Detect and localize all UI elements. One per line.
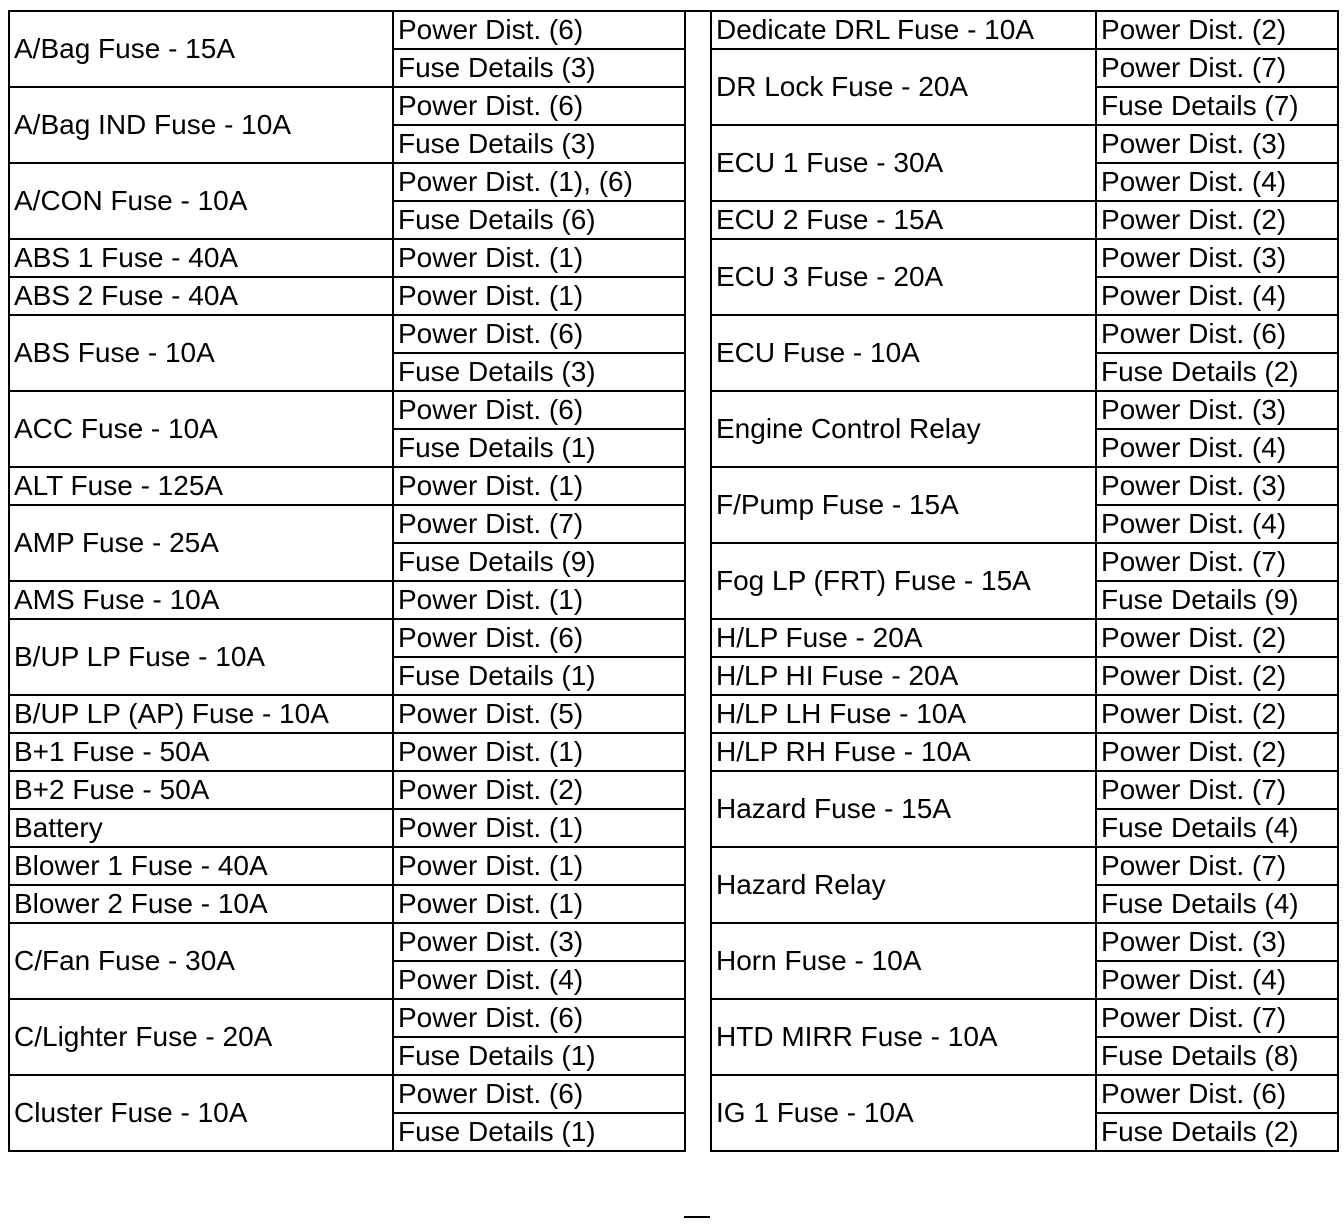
location-reference-cell: Power Dist. (1): [393, 847, 685, 885]
location-reference-cell: Power Dist. (6): [393, 87, 685, 125]
component-name-cell: AMS Fuse - 10A: [9, 581, 393, 619]
table-row: [711, 11, 1338, 49]
component-name-cell: ABS Fuse - 10A: [9, 315, 393, 391]
component-name-cell: ECU 1 Fuse - 30A: [711, 125, 1096, 201]
table-row: [9, 163, 685, 201]
location-reference-cell: Power Dist. (7): [1096, 543, 1338, 581]
location-reference-cell: Fuse Details (6): [393, 201, 685, 239]
location-reference-cell: Power Dist. (3): [1096, 239, 1338, 277]
location-reference-cell: Power Dist. (7): [1096, 847, 1338, 885]
component-name-cell: ABS 2 Fuse - 40A: [9, 277, 393, 315]
table-row: [9, 923, 685, 961]
component-name-cell: A/Bag Fuse - 15A: [9, 11, 393, 87]
component-name-cell: A/Bag IND Fuse - 10A: [9, 87, 393, 163]
location-reference-cell: Power Dist. (1), (6): [393, 163, 685, 201]
location-reference-cell: Power Dist. (1): [393, 239, 685, 277]
component-name-cell: Blower 1 Fuse - 40A: [9, 847, 393, 885]
table-row: [711, 543, 1338, 581]
location-reference-cell: Power Dist. (6): [393, 999, 685, 1037]
component-name-cell: B+2 Fuse - 50A: [9, 771, 393, 809]
component-name-cell: HTD MIRR Fuse - 10A: [711, 999, 1096, 1075]
table-row: [9, 885, 685, 923]
table-row: [711, 315, 1338, 353]
location-reference-cell: Power Dist. (6): [393, 619, 685, 657]
location-reference-cell: Power Dist. (2): [1096, 733, 1338, 771]
table-row: [711, 999, 1338, 1037]
location-reference-cell: Fuse Details (3): [393, 49, 685, 87]
location-reference-cell: Power Dist. (2): [1096, 619, 1338, 657]
table-row: [711, 619, 1338, 657]
table-row: [9, 999, 685, 1037]
location-reference-cell: Power Dist. (5): [393, 695, 685, 733]
location-reference-cell: Power Dist. (3): [393, 923, 685, 961]
component-name-cell: B+1 Fuse - 50A: [9, 733, 393, 771]
component-name-cell: Engine Control Relay: [711, 391, 1096, 467]
component-name-cell: C/Lighter Fuse - 20A: [9, 999, 393, 1075]
table-row: [711, 657, 1338, 695]
location-reference-cell: Fuse Details (7): [1096, 87, 1338, 125]
table-row: [9, 11, 685, 49]
location-reference-cell: Fuse Details (2): [1096, 353, 1338, 391]
location-reference-cell: Power Dist. (4): [1096, 277, 1338, 315]
location-reference-cell: Power Dist. (4): [1096, 163, 1338, 201]
component-name-cell: Hazard Fuse - 15A: [711, 771, 1096, 847]
table-row: [711, 923, 1338, 961]
location-reference-cell: Fuse Details (8): [1096, 1037, 1338, 1075]
right-index-table: [710, 10, 1339, 1152]
component-name-cell: Battery: [9, 809, 393, 847]
location-reference-cell: Fuse Details (2): [1096, 1113, 1338, 1151]
table-row: [9, 277, 685, 315]
location-reference-cell: Fuse Details (3): [393, 353, 685, 391]
location-reference-cell: Fuse Details (9): [1096, 581, 1338, 619]
location-reference-cell: Power Dist. (4): [1096, 505, 1338, 543]
location-reference-cell: Fuse Details (1): [393, 657, 685, 695]
component-name-cell: H/LP RH Fuse - 10A: [711, 733, 1096, 771]
location-reference-cell: Power Dist. (7): [1096, 49, 1338, 87]
table-row: [9, 771, 685, 809]
table-row: [711, 49, 1338, 87]
location-reference-cell: Power Dist. (3): [1096, 391, 1338, 429]
location-reference-cell: Fuse Details (1): [393, 429, 685, 467]
location-reference-cell: Power Dist. (6): [393, 11, 685, 49]
table-row: [9, 239, 685, 277]
location-reference-cell: Power Dist. (1): [393, 885, 685, 923]
table-row: [711, 201, 1338, 239]
location-reference-cell: Power Dist. (6): [393, 315, 685, 353]
location-reference-cell: Power Dist. (1): [393, 467, 685, 505]
component-name-cell: H/LP Fuse - 20A: [711, 619, 1096, 657]
location-reference-cell: Power Dist. (6): [393, 1075, 685, 1113]
component-name-cell: Hazard Relay: [711, 847, 1096, 923]
table-row: [711, 695, 1338, 733]
component-name-cell: B/UP LP Fuse - 10A: [9, 619, 393, 695]
location-reference-cell: Power Dist. (2): [1096, 657, 1338, 695]
location-reference-cell: Fuse Details (4): [1096, 809, 1338, 847]
component-name-cell: H/LP LH Fuse - 10A: [711, 695, 1096, 733]
table-row: [711, 467, 1338, 505]
location-reference-cell: Power Dist. (2): [393, 771, 685, 809]
table-row: [9, 467, 685, 505]
table-row: [9, 87, 685, 125]
table-row: [9, 581, 685, 619]
component-name-cell: B/UP LP (AP) Fuse - 10A: [9, 695, 393, 733]
table-row: [9, 1075, 685, 1113]
location-reference-cell: Power Dist. (3): [1096, 467, 1338, 505]
location-reference-cell: Power Dist. (7): [1096, 771, 1338, 809]
component-name-cell: F/Pump Fuse - 15A: [711, 467, 1096, 543]
table-row: [711, 391, 1338, 429]
table-row: [9, 391, 685, 429]
location-reference-cell: Power Dist. (4): [1096, 961, 1338, 999]
component-name-cell: Blower 2 Fuse - 10A: [9, 885, 393, 923]
location-reference-cell: Power Dist. (4): [393, 961, 685, 999]
location-reference-cell: Fuse Details (4): [1096, 885, 1338, 923]
left-index-table: [8, 10, 686, 1152]
location-reference-cell: Power Dist. (1): [393, 733, 685, 771]
location-reference-cell: Fuse Details (3): [393, 125, 685, 163]
location-reference-cell: Power Dist. (3): [1096, 923, 1338, 961]
location-reference-cell: Power Dist. (6): [1096, 315, 1338, 353]
table-row: [711, 847, 1338, 885]
location-reference-cell: Power Dist. (1): [393, 277, 685, 315]
table-row: [711, 733, 1338, 771]
component-name-cell: H/LP HI Fuse - 20A: [711, 657, 1096, 695]
component-name-cell: Cluster Fuse - 10A: [9, 1075, 393, 1151]
component-name-cell: IG 1 Fuse - 10A: [711, 1075, 1096, 1151]
table-row: [9, 847, 685, 885]
component-name-cell: Fog LP (FRT) Fuse - 15A: [711, 543, 1096, 619]
component-name-cell: Dedicate DRL Fuse - 10A: [711, 11, 1096, 49]
component-name-cell: Horn Fuse - 10A: [711, 923, 1096, 999]
location-reference-cell: Power Dist. (6): [1096, 1075, 1338, 1113]
column-gutter: [684, 10, 710, 1218]
component-name-cell: ECU Fuse - 10A: [711, 315, 1096, 391]
component-name-cell: ECU 2 Fuse - 15A: [711, 201, 1096, 239]
location-reference-cell: Fuse Details (1): [393, 1113, 685, 1151]
location-reference-cell: Power Dist. (7): [1096, 999, 1338, 1037]
table-row: [711, 1075, 1338, 1113]
location-reference-cell: Power Dist. (1): [393, 581, 685, 619]
table-row: [9, 619, 685, 657]
component-name-cell: ECU 3 Fuse - 20A: [711, 239, 1096, 315]
table-row: [711, 771, 1338, 809]
location-reference-cell: Power Dist. (2): [1096, 11, 1338, 49]
location-reference-cell: Power Dist. (4): [1096, 429, 1338, 467]
table-row: [711, 125, 1338, 163]
location-reference-cell: Fuse Details (1): [393, 1037, 685, 1075]
location-reference-cell: Power Dist. (2): [1096, 201, 1338, 239]
location-reference-cell: Power Dist. (2): [1096, 695, 1338, 733]
table-row: [711, 239, 1338, 277]
component-name-cell: C/Fan Fuse - 30A: [9, 923, 393, 999]
table-row: [9, 315, 685, 353]
location-reference-cell: Power Dist. (1): [393, 809, 685, 847]
component-name-cell: ACC Fuse - 10A: [9, 391, 393, 467]
location-reference-cell: Power Dist. (3): [1096, 125, 1338, 163]
location-reference-cell: Power Dist. (7): [393, 505, 685, 543]
location-reference-cell: Fuse Details (9): [393, 543, 685, 581]
location-reference-cell: Power Dist. (6): [393, 391, 685, 429]
component-name-cell: AMP Fuse - 25A: [9, 505, 393, 581]
component-name-cell: ALT Fuse - 125A: [9, 467, 393, 505]
component-name-cell: ABS 1 Fuse - 40A: [9, 239, 393, 277]
component-name-cell: A/CON Fuse - 10A: [9, 163, 393, 239]
component-name-cell: DR Lock Fuse - 20A: [711, 49, 1096, 125]
table-row: [9, 505, 685, 543]
table-row: [9, 695, 685, 733]
table-row: [9, 733, 685, 771]
table-row: [9, 809, 685, 847]
